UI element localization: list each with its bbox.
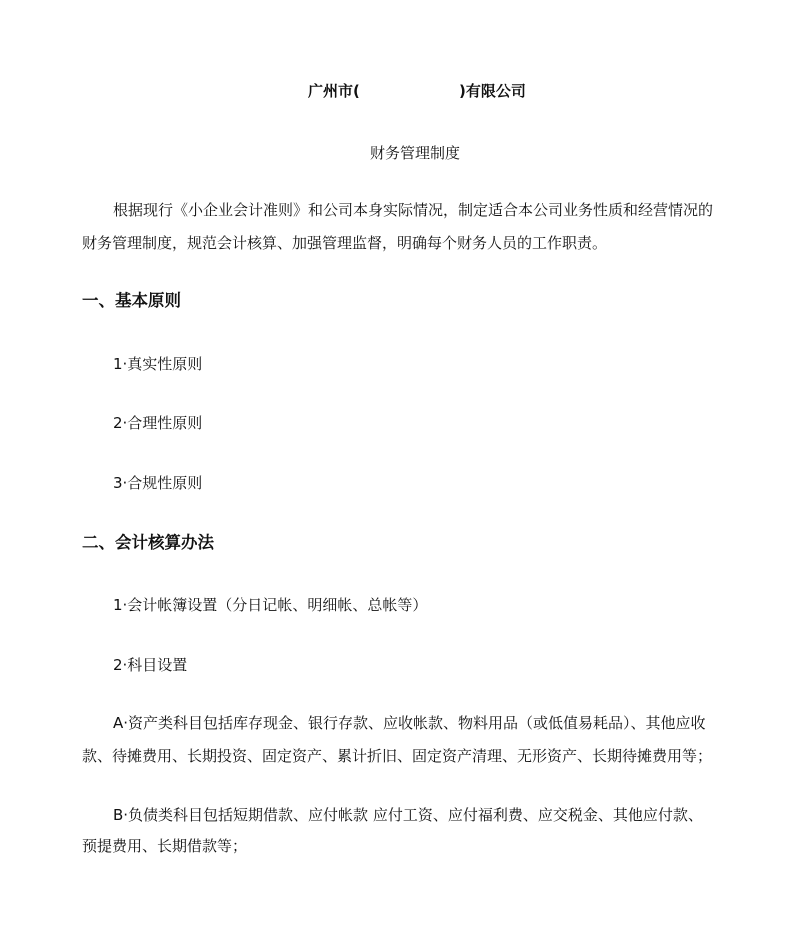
section-heading-basic-principles: 一、基本原则	[82, 291, 181, 310]
principle-item: 2·合理性原则	[113, 414, 203, 432]
liability-subjects-line-2: 预提费用、长期借款等；	[82, 837, 248, 855]
principle-item: 3·合规性原则	[113, 474, 203, 492]
document-subtitle: 财务管理制度	[370, 144, 461, 162]
section-heading-accounting-methods: 二、会计核算办法	[82, 533, 214, 552]
accounting-item-ledger: 1·会计帐簿设置（分日记帐、明细帐、总帐等）	[113, 596, 428, 614]
asset-subjects-line-1: A·资产类科目包括库存现金、银行存款、应收帐款、物料用品（或低值易耗品）、其他应收	[113, 714, 706, 732]
company-title-suffix: )有限公司	[459, 82, 526, 100]
asset-subjects-line-2: 款、待摊费用、长期投资、固定资产、累计折旧、固定资产清理、无形资产、长期待摊费用等；	[82, 747, 713, 765]
company-title-prefix: 广州市(	[308, 82, 360, 100]
liability-subjects-line-1: B·负债类科目包括短期借款、应付帐款 应付工资、应付福利费、应交税金、其他应付款、	[113, 806, 703, 824]
intro-line-2: 财务管理制度，规范会计核算、加强管理监督，明确每个财务人员的工作职责。	[82, 234, 608, 252]
principle-item: 1·真实性原则	[113, 355, 203, 373]
accounting-item-subjects: 2·科目设置	[113, 656, 188, 674]
intro-line-1: 根据现行《小企业会计准则》和公司本身实际情况，制定适合本公司业务性质和经营情况的	[113, 201, 714, 219]
